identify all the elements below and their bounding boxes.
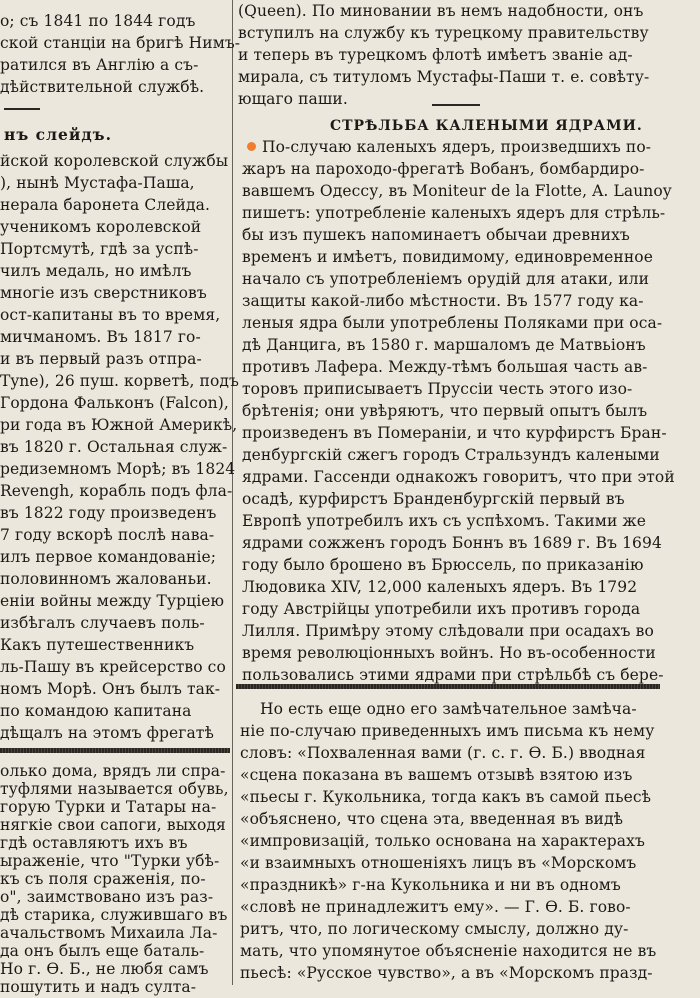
text-line: чилъ медаль, но имѣлъ xyxy=(0,262,192,280)
text-line: туфлями называется обувь, xyxy=(0,780,229,798)
text-line: Какъ путешественникъ xyxy=(0,636,195,654)
text-line: 7 году вскорѣ послѣ нава- xyxy=(0,526,215,544)
text-line: о", заимствовано изъ раз- xyxy=(0,888,214,906)
text-line: ученикомъ королевской xyxy=(0,218,202,236)
text-line: ніе по-случаю приведенныхъ имъ письма къ нему xyxy=(240,722,655,740)
text-line: временъ и имѣетъ, повидимому, единовременное xyxy=(242,248,653,266)
text-line: «объяснено, что сцена эта, введенная въ видѣ xyxy=(240,810,624,828)
text-line: ачальствомъ Михаила Ла- xyxy=(0,924,218,942)
text-line: торовъ приписываетъ Пруссіи честь этого изо- xyxy=(242,380,633,398)
text-line: «сцена показана въ вашемъ отзывѣ взятою изъ xyxy=(240,766,633,784)
text-line: многіе изъ сверстниковъ xyxy=(0,284,207,302)
text-line: о; съ 1841 по 1844 годъ xyxy=(0,12,196,30)
text-line: нерала баронета Слейда. xyxy=(0,196,210,214)
text-line: йской королевской службы xyxy=(0,152,229,170)
text-line: ющаго паши. xyxy=(238,90,348,108)
text-line: «импровизацій, только основана на характерахъ xyxy=(240,832,645,850)
section-divider xyxy=(236,684,660,689)
left-column xyxy=(0,0,241,996)
text-line: брѣтенія; они увѣряютъ, что первый опытъ былъ xyxy=(242,402,648,420)
right-bottom-block xyxy=(240,698,700,985)
section-rule xyxy=(4,108,40,110)
text-line: Европѣ употребилъ ихъ съ успѣхомъ. Такими же xyxy=(242,512,647,530)
text-line: «словѣ не принадлежитъ ему». — Г. Ѳ. Б. гово- xyxy=(240,898,631,916)
text-line: «и взаимныхъ отношеніяхъ лицъ въ «Морскомъ xyxy=(240,854,637,872)
text-line: ль-Пашу въ крейсерство со xyxy=(0,658,226,676)
text-line: по командою капитана xyxy=(0,702,192,720)
left-section-heading: нъ слейдъ. xyxy=(4,125,112,144)
text-line: половинномъ жалованьи. xyxy=(0,570,212,588)
text-line: илъ первое командованіе; xyxy=(0,548,217,566)
text-line: Людовика XIV, 12,000 каленыхъ ядеръ. Въ 1792 xyxy=(242,578,638,596)
text-line: Но есть еще одно его замѣчательное замѣча- xyxy=(260,700,637,718)
text-line: ритъ, что, по логическому смыслу, должно ду- xyxy=(240,920,629,938)
text-line: въ 1822 году произведенъ xyxy=(0,504,217,522)
text-line: мать, что упомянутое объясненіе находится не въ xyxy=(240,942,657,960)
text-line: пользовались этими ядрами при стрѣльбѣ съ бере- xyxy=(242,666,664,684)
text-line: словъ: «Похваленная вами (г. с. г. Ѳ. Б.) вводная xyxy=(240,744,646,762)
text-line: осадѣ, курфирстъ Бранденбургскій первый въ xyxy=(242,490,625,508)
text-line: вавшемъ Одессу, въ Moniteur de la Flotte, A. Launoy xyxy=(242,182,672,200)
text-line: «праздникѣ» г-на Кукольника и ни въ одномъ xyxy=(240,876,621,894)
text-line: бы изъ пушекъ напоминаетъ обычаи древнихъ xyxy=(242,226,630,244)
text-line: пошутить и надъ султа- xyxy=(0,978,197,996)
text-line: мичманомъ. Въ 1817 го- xyxy=(0,328,201,346)
text-line: дѣщалъ на этомъ фрегатѣ xyxy=(0,724,214,742)
text-line: нягкіе свои сапоги, выходя xyxy=(0,816,226,834)
text-line: пишетъ: употребленіе каленыхъ ядеръ для стрѣль- xyxy=(242,204,666,222)
text-line: вступилъ на службу къ турецкому правительству xyxy=(238,24,649,42)
text-line: произведенъ въ Помераніи, и что курфирстъ Бран- xyxy=(242,424,667,442)
text-line: начало съ употребленіемъ орудій для атаки, или xyxy=(242,270,650,288)
text-line: Лилля. Примѣру этому слѣдовали при осадахъ во xyxy=(242,622,654,640)
section-rule xyxy=(432,104,480,106)
text-line: денбургскій сжегъ городъ Стральзундъ калеными xyxy=(242,446,660,464)
text-line: ядрами. Гассенди однакожъ говоритъ, что при этой xyxy=(242,468,675,486)
text-line: мирала, съ титуломъ Мустафы-Паши т. е. совѣту- xyxy=(238,68,650,86)
text-line: леныя ядра были употреблены Поляками при оса- xyxy=(242,314,663,332)
text-line: и въ первый разъ отпра- xyxy=(0,350,202,368)
text-line: (Queen). По миновании въ немъ надобности, онъ xyxy=(238,2,644,20)
text-line: жаръ на пароходо-фрегатѣ Вобанъ, бомбардиро- xyxy=(242,160,645,178)
text-line: къ съ поля сраженія, по- xyxy=(0,870,206,888)
text-line: редиземномъ Морѣ; въ 1824 xyxy=(0,460,236,478)
text-line: году было брошено въ Брюссель, по приказанію xyxy=(242,556,644,574)
text-line: Но г. Ѳ. Б., не любя самъ xyxy=(0,960,209,978)
text-line: ыраженіе, что "Турки убѣ- xyxy=(0,852,220,870)
text-line: Revengh, корабль подъ фла- xyxy=(0,482,233,500)
text-line: номъ Морѣ. Онъ былъ так- xyxy=(0,680,221,698)
text-line: году Австрійцы употребили ихъ противъ города xyxy=(242,600,641,618)
article-heading: СТРѢЛЬБА КАЛЕНЫМИ ЯДРАМИ. xyxy=(330,118,643,134)
text-line: защиты какой-либо мѣстности. Въ 1577 году ка- xyxy=(242,292,644,310)
text-line: дѣ старика, служившаго въ xyxy=(0,906,228,924)
text-line: Tyne), 26 пуш. корветѣ, подъ xyxy=(0,372,240,390)
text-line: гдѣ оставляютъ ихъ въ xyxy=(0,834,188,852)
text-line: дѣ Данцига, въ 1580 г. маршаломъ де Матвьіонъ xyxy=(242,336,646,354)
text-line: ), нынѣ Мустафа-Паша, xyxy=(0,174,195,192)
text-line: избѣгалъ случаевъ поль- xyxy=(0,614,205,632)
section-divider xyxy=(0,748,230,753)
text-line: время революціонныхъ войнъ. Но въ-особенности xyxy=(242,644,656,662)
bullet-marker xyxy=(247,142,256,151)
text-line: олько дома, врядъ ли спра- xyxy=(0,762,226,780)
text-line: Портсмутѣ, гдѣ за успѣ- xyxy=(0,240,199,258)
text-line: ратился въ Англію а съ- xyxy=(0,56,199,74)
text-line: ядрами сожженъ городъ Боннъ въ 1689 г. Въ 1694 xyxy=(242,534,662,552)
text-line: еніи войны между Турціею xyxy=(0,592,225,610)
text-line: ри года въ Южной Америкѣ, xyxy=(0,416,238,434)
text-line: и теперь въ турецкомъ флотѣ имѣетъ званіе ад- xyxy=(238,46,633,64)
text-line: ской станціи на бригѣ Нимъ- xyxy=(0,34,241,52)
text-line: По-случаю каленыхъ ядеръ, произведшихъ по- xyxy=(262,138,652,156)
text-line: да онъ былъ еще баталь- xyxy=(0,942,205,960)
text-line: горую Турки и Татары на- xyxy=(0,798,217,816)
text-line: Гордона Фальконъ (Falcon), xyxy=(0,394,229,412)
text-line: пьесѣ: «Русское чувство», а въ «Морскомъ празд- xyxy=(240,964,653,982)
text-line: «пьесы г. Кукольника, тогда какъ въ самой пьесѣ xyxy=(240,788,652,806)
article-body xyxy=(242,136,700,696)
text-line: ост-капитаны въ то время, xyxy=(0,306,221,324)
text-line: противъ Лафера. Между-тѣмъ большая часть ав- xyxy=(242,358,648,376)
text-line: дѣйствительной службѣ. xyxy=(0,78,205,96)
text-line: въ 1820 г. Остальная служ- xyxy=(0,438,228,456)
